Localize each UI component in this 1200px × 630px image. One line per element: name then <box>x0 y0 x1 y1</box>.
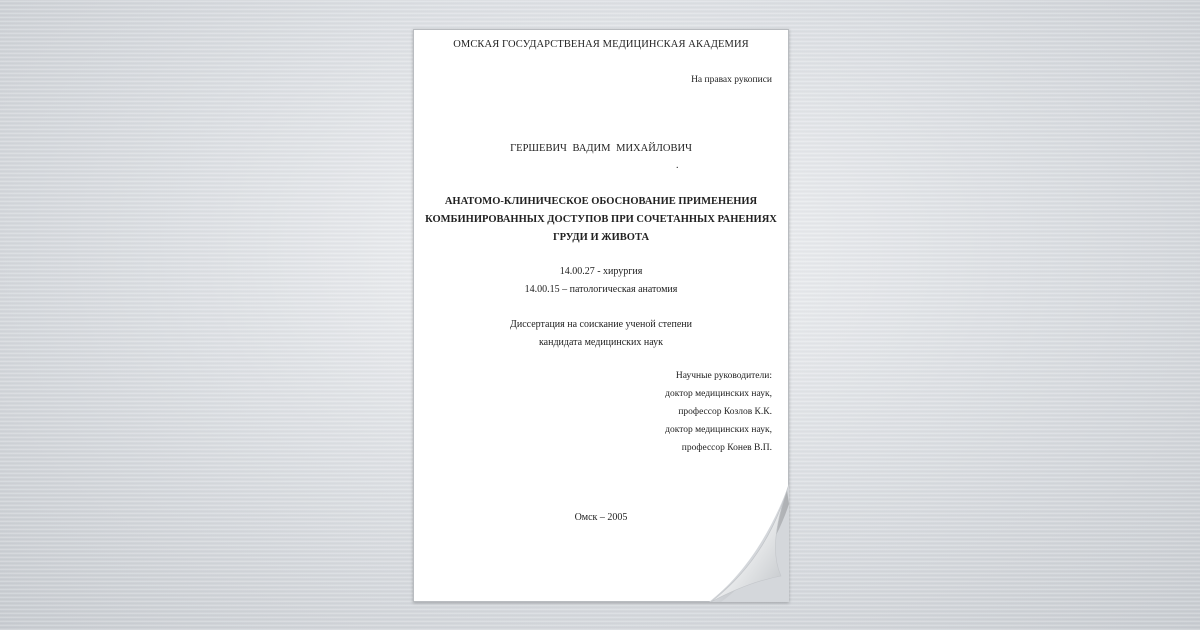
specialty-code: 14.00.15 – патологическая анатомия <box>524 284 678 295</box>
degree-statement: кандидата медицинских наук <box>538 337 664 348</box>
document-page <box>413 29 789 602</box>
supervisor-name: профессор Козлов К.К. <box>678 407 772 417</box>
supervisor-degree: доктор медицинских наук, <box>665 389 772 399</box>
manuscript-note: На правах рукописи <box>691 75 772 85</box>
specialty-code: 14.00.27 - хирургия <box>559 266 643 277</box>
dissertation-title <box>414 193 788 247</box>
title-line: ГРУДИ И ЖИВОТА <box>552 232 650 243</box>
city-year: Омск – 2005 <box>574 512 628 523</box>
author-name: ГЕРШЕВИЧ ВАДИМ МИХАЙЛОВИЧ <box>510 143 692 154</box>
page-curl <box>699 484 789 602</box>
supervisors-heading: Научные руководители: <box>675 371 772 381</box>
title-line: КОМБИНИРОВАННЫХ ДОСТУПОВ ПРИ СОЧЕТАННЫХ РАНЕНИЯХ <box>425 214 777 225</box>
supervisor-degree: доктор медицинских наук, <box>665 425 772 435</box>
stray-mark: . <box>676 160 679 171</box>
title-line: АНАТОМО-КЛИНИЧЕСКОЕ ОБОСНОВАНИЕ ПРИМЕНЕНИЯ <box>444 196 758 207</box>
organization-name: ОМСКАЯ ГОСУДАРСТВЕНАЯ МЕДИЦИНСКАЯ АКАДЕМИЯ <box>453 39 749 50</box>
supervisor-name: профессор Конев В.П. <box>681 443 772 453</box>
degree-statement: Диссертация на соискание ученой степени <box>510 319 692 330</box>
